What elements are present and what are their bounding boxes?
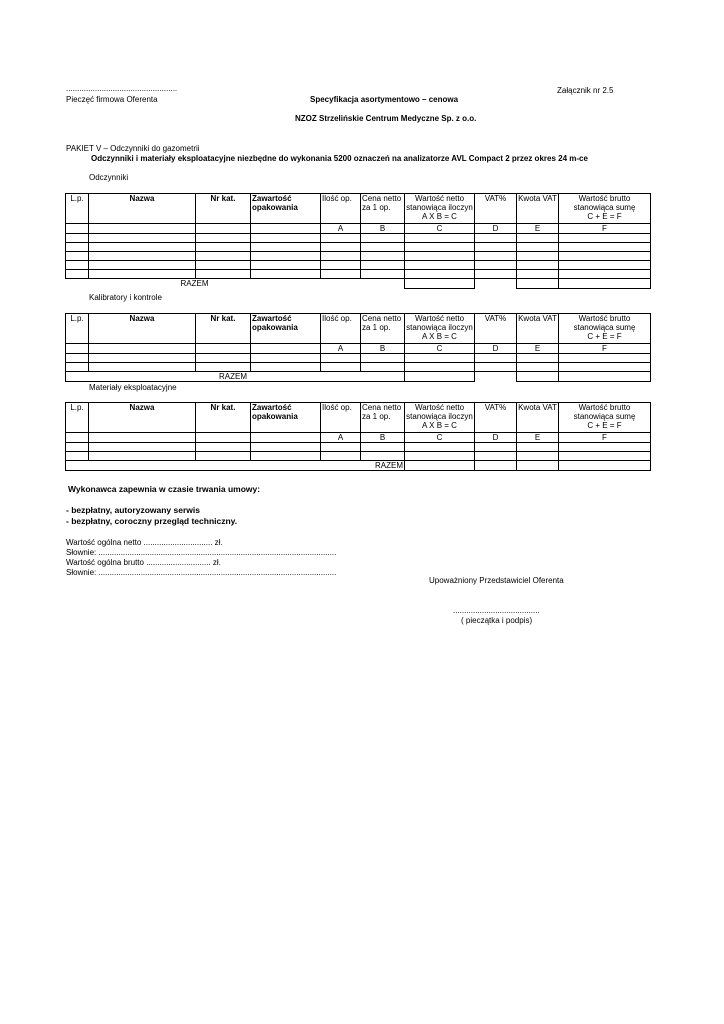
col-kwota-vat: Kwota VAT bbox=[517, 194, 559, 224]
table-row bbox=[66, 234, 651, 243]
total-brutto-line: Wartość ogólna brutto ............................. zł. bbox=[66, 558, 221, 567]
section-label-reagents: Odczynniki bbox=[89, 173, 129, 182]
letter-row: A B C D E F bbox=[66, 433, 651, 443]
table-header-row: L.p. Nazwa Nr kat. Zawartość opakowania Ilość op. Cena netto za 1 op. Wartość netto stanowiąca iloczyn A X B = C VAT% Kwota VAT Wartość brutto stanowiąca sumę C + E = F bbox=[66, 403, 651, 433]
col-lp: L.p. bbox=[66, 194, 89, 224]
document-title: Specyfikacja asortymentowo – cenowa bbox=[310, 95, 459, 104]
total-label: RAZEM bbox=[66, 372, 405, 382]
total-netto-line: Wartość ogólna netto ............................... zł. bbox=[66, 538, 223, 547]
signature-dots: ....................................... bbox=[453, 606, 540, 615]
consumables-table bbox=[65, 402, 651, 471]
package-description: Odczynniki i materiały eksploatacyjne niezbędne do wykonania 5200 oznaczeń na analizatorze AVL Compact 2 przez okres 24 m-ce bbox=[91, 154, 588, 163]
slownie-netto-line: Słownie: ........................................................................................................... bbox=[66, 548, 337, 557]
col-wartosc-brutto: Wartość brutto stanowiąca sumę C + E = F bbox=[559, 194, 651, 224]
obligation-inspection: - bezpłatny, coroczny przegląd techniczny. bbox=[66, 516, 238, 526]
institution-name: NZOZ Strzelińskie Centrum Medyczne Sp. z o.o. bbox=[295, 114, 477, 123]
table-row bbox=[66, 363, 651, 372]
table-row bbox=[66, 243, 651, 252]
reagents-table bbox=[65, 193, 651, 289]
total-row bbox=[66, 372, 651, 382]
col-wartosc-netto: Wartość netto stanowiąca iloczyn A X B = C bbox=[405, 194, 475, 224]
col-nr-kat: Nr kat. bbox=[196, 194, 251, 224]
slownie-brutto-line: Słownie: ........................................................................................................... bbox=[66, 568, 337, 577]
stamp-dots: .................................................. bbox=[66, 84, 178, 93]
attachment-number: Załącznik nr 2.5 bbox=[557, 86, 614, 95]
col-ilosc: Ilość op. bbox=[321, 194, 361, 224]
total-label: RAZEM bbox=[180, 279, 209, 288]
obligations-heading: Wykonawca zapewnia w czasie trwania umowy: bbox=[68, 484, 261, 494]
obligation-service: - bezpłatny, autoryzowany serwis bbox=[66, 505, 200, 515]
letter-row: A B C D E F bbox=[66, 344, 651, 354]
table-header-row bbox=[66, 194, 651, 224]
table-row bbox=[66, 270, 651, 279]
signature-caption: ( pieczątka i podpis) bbox=[461, 616, 533, 625]
table-row bbox=[66, 354, 651, 363]
total-row bbox=[66, 461, 651, 471]
col-cena: Cena netto za 1 op. bbox=[361, 194, 405, 224]
col-zawartosc: Zawartość opakowania bbox=[251, 194, 321, 224]
letter-row: A B C D E F bbox=[66, 224, 651, 234]
section-label-consumables: Materiały eksploatacyjne bbox=[89, 383, 177, 392]
table-row bbox=[66, 261, 651, 270]
section-label-calibrators: Kalibratory i kontrole bbox=[89, 293, 162, 302]
package-name: PAKIET V – Odczynniki do gazometrii bbox=[66, 144, 200, 153]
table-row bbox=[66, 452, 651, 461]
table-row bbox=[66, 443, 651, 452]
col-nazwa: Nazwa bbox=[89, 194, 196, 224]
total-label: RAZEM bbox=[66, 461, 405, 471]
signature-label: Upoważniony Przedstawiciel Oferenta bbox=[429, 576, 564, 585]
stamp-label: Pieczęć firmowa Oferenta bbox=[66, 95, 158, 104]
total-row bbox=[66, 279, 651, 289]
table-row bbox=[66, 252, 651, 261]
calibrators-table bbox=[65, 313, 651, 382]
table-header-row: L.p. Nazwa Nr kat. Zawartość opakowania Ilość op. Cena netto za 1 op. Wartość netto stanowiąca iloczyn A X B = C VAT% Kwota VAT Wartość brutto stanowiąca sumę C + E = F bbox=[66, 314, 651, 344]
col-vat: VAT% bbox=[475, 194, 517, 224]
